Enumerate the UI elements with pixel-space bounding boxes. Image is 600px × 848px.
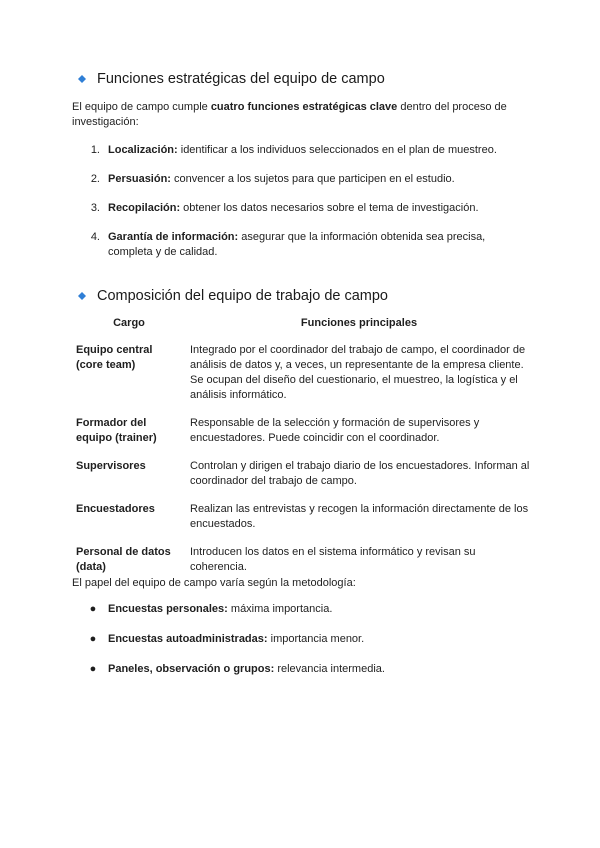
list-item [72, 602, 532, 617]
bullet-dot-icon: ● [89, 663, 97, 675]
list-term: Encuestas autoadministradas: [108, 633, 268, 645]
roles-table [72, 314, 532, 585]
description-cell: Responsable de la selección y formación de supervisores y encuestadores. Puede coincidir con el coordinador. [190, 417, 480, 444]
role-cell: Formador del equipo (trainer) [76, 417, 157, 444]
list-term: Persuasión: [108, 173, 171, 185]
list-number: 2. [90, 173, 100, 185]
methodology-list [72, 602, 532, 692]
list-text: relevancia intermedia. [274, 663, 385, 675]
role-cell: Personal de datos (data) [76, 546, 171, 573]
methodology-paragraph: El papel del equipo de campo varía según la metodología: [72, 577, 356, 589]
functions-list [72, 143, 532, 274]
list-text: importancia menor. [267, 633, 365, 645]
table-row [72, 413, 532, 456]
table-row [72, 499, 532, 542]
description-cell: Integrado por el coordinador del trabajo de campo, el coordinador de análisis de datos y, a veces, un representante de la empresa cliente. Se ocupan del diseño del cuestionario, el muestreo, la logística y el análisis informático. [190, 344, 526, 401]
column-header-funciones: Funciones principales [300, 317, 418, 329]
list-item [72, 632, 532, 647]
column-header-cargo: Cargo [113, 317, 145, 329]
list-text: identificar a los individuos seleccionados en el plan de muestreo. [177, 144, 497, 156]
list-item [72, 143, 532, 158]
role-cell: Encuestadores [76, 503, 155, 515]
diamond-bullet-icon [76, 292, 88, 300]
table-row [72, 340, 532, 413]
list-term: Recopilación: [108, 202, 181, 214]
heading-text: Composición del equipo de trabajo de campo [97, 288, 388, 304]
description-cell: Introducen los datos en el sistema informático y revisan su coherencia. [190, 546, 476, 573]
list-number: 4. [90, 231, 100, 243]
table-row [72, 456, 532, 499]
intro-bold: cuatro funciones estratégicas clave [210, 101, 398, 113]
list-item [72, 172, 532, 187]
list-number: 1. [90, 144, 100, 156]
description-cell: Realizan las entrevistas y recogen la información directamente de los encuestados. [190, 503, 529, 530]
section-heading-composicion [72, 288, 388, 304]
section-heading-funciones [72, 71, 385, 87]
role-cell: Supervisores [76, 460, 146, 472]
diamond-bullet-icon [76, 75, 88, 83]
intro-paragraph: El equipo de campo cumple cuatro funciones estratégicas clave dentro del proceso de investigación: [72, 101, 507, 128]
table-header-row [72, 314, 532, 340]
list-text: asegurar que la información obtenida sea precisa, completa y de calidad. [108, 231, 486, 258]
list-item [72, 230, 532, 260]
bullet-dot-icon: ● [89, 603, 97, 615]
list-item [72, 201, 532, 216]
list-text: convencer a los sujetos para que participen en el estudio. [170, 173, 455, 185]
role-cell: Equipo central (core team) [76, 344, 153, 371]
heading-text: Funciones estratégicas del equipo de campo [97, 71, 385, 87]
list-number: 3. [90, 202, 100, 214]
list-text: máxima importancia. [227, 603, 333, 615]
list-item [72, 662, 532, 677]
bullet-dot-icon: ● [89, 633, 97, 645]
list-term: Encuestas personales: [108, 603, 228, 615]
list-term: Paneles, observación o grupos: [108, 663, 275, 675]
list-text: obtener los datos necesarios sobre el tema de investigación. [180, 202, 479, 214]
list-term: Localización: [108, 144, 178, 156]
description-cell: Controlan y dirigen el trabajo diario de los encuestadores. Informan al coordinador del trabajo de campo. [190, 460, 530, 487]
list-term: Garantía de información: [108, 231, 239, 243]
